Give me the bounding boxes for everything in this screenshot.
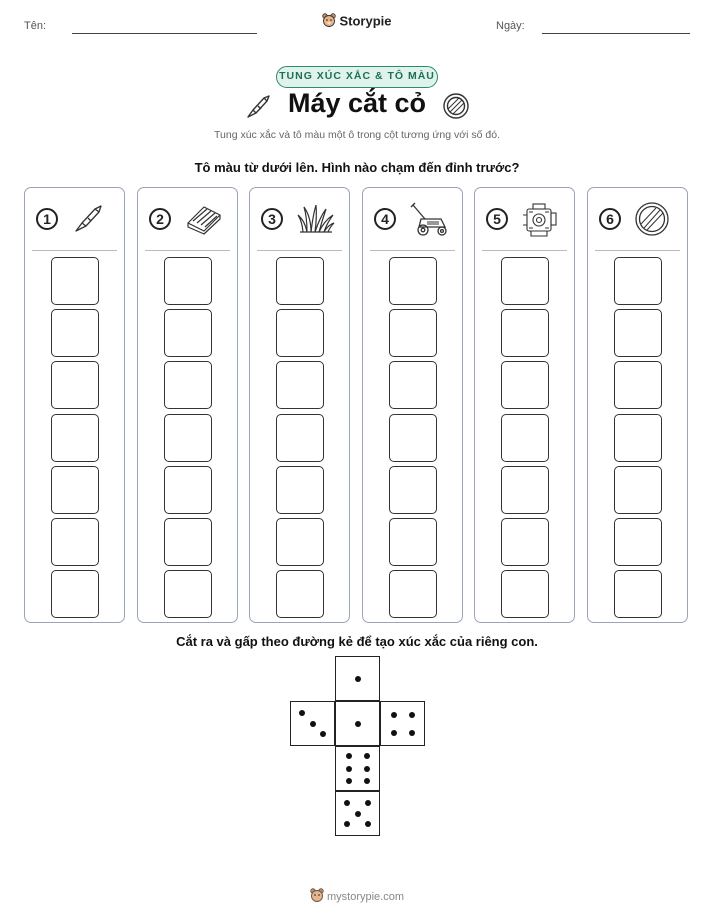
color-cell[interactable]	[614, 466, 662, 514]
color-cell[interactable]	[614, 570, 662, 618]
dice-pip	[299, 710, 305, 716]
color-cell[interactable]	[51, 570, 99, 618]
column-number: 6	[599, 208, 621, 230]
sandpaper-icon	[184, 201, 224, 240]
color-cell[interactable]	[501, 466, 549, 514]
column-divider	[32, 250, 117, 251]
dice-pip	[409, 712, 415, 718]
color-cell[interactable]	[276, 466, 324, 514]
dice-pip	[346, 766, 352, 772]
color-cell[interactable]	[389, 518, 437, 566]
color-cell[interactable]	[164, 361, 212, 409]
color-cell[interactable]	[51, 361, 99, 409]
dice-face-3	[290, 701, 335, 746]
dice-column-1	[24, 187, 125, 623]
dice-face-4	[380, 701, 425, 746]
color-cell[interactable]	[276, 518, 324, 566]
dice-pip	[409, 730, 415, 736]
column-divider	[145, 250, 230, 251]
page-title: Máy cắt cỏ	[287, 88, 427, 118]
column-divider	[257, 250, 342, 251]
color-cell[interactable]	[164, 570, 212, 618]
column-number: 1	[36, 208, 58, 230]
brand-name: Storypie	[339, 13, 392, 29]
dice-column-2	[137, 187, 238, 623]
dice-pip	[364, 766, 370, 772]
dice-column-6	[587, 187, 688, 623]
activity-badge: TUNG XÚC XẮC & TÔ MÀU	[276, 66, 438, 88]
name-line	[72, 33, 257, 34]
color-cell[interactable]	[276, 257, 324, 305]
name-label: Tên:	[24, 20, 47, 32]
color-cell[interactable]	[164, 309, 212, 357]
color-cell[interactable]	[389, 257, 437, 305]
dice-face-1	[335, 701, 380, 746]
color-cell[interactable]	[276, 361, 324, 409]
color-cell[interactable]	[389, 570, 437, 618]
color-cell[interactable]	[501, 361, 549, 409]
color-cell[interactable]	[501, 570, 549, 618]
engine-icon	[521, 201, 559, 244]
dice-face-1	[335, 656, 380, 701]
instruction: Tô màu từ dưới lên. Hình nào chạm đến đỉnh trước?	[194, 160, 520, 175]
dice-column-3	[249, 187, 350, 623]
dice-column-5	[474, 187, 575, 623]
dice-pip	[355, 811, 361, 817]
dice-pip	[346, 778, 352, 784]
dice-pip	[344, 800, 350, 806]
dice-instruction: Cắt ra và gấp theo đường kẻ để tạo xúc xắc của riêng con.	[176, 634, 538, 649]
footer-url: mystorypie.com	[326, 890, 405, 903]
dice-pip	[364, 778, 370, 784]
subtitle: Tung xúc xắc và tô màu một ô trong cột tương ứng với số đó.	[214, 129, 500, 141]
bear-logo-icon	[310, 888, 324, 906]
color-cell[interactable]	[614, 414, 662, 462]
dice-column-4	[362, 187, 463, 623]
wood-slice-icon	[442, 92, 470, 125]
lawn-mower-icon	[409, 201, 451, 242]
dice-pip	[320, 731, 326, 737]
dice-pip	[365, 800, 371, 806]
column-divider	[482, 250, 567, 251]
color-cell[interactable]	[389, 309, 437, 357]
bear-logo-icon	[322, 13, 336, 31]
dice-pip	[355, 721, 361, 727]
color-cell[interactable]	[51, 309, 99, 357]
color-cell[interactable]	[501, 309, 549, 357]
dice-pip	[391, 730, 397, 736]
column-number: 2	[149, 208, 171, 230]
dice-pip	[355, 676, 361, 682]
dice-face-5	[335, 791, 380, 836]
color-cell[interactable]	[614, 361, 662, 409]
color-cell[interactable]	[51, 466, 99, 514]
column-divider	[370, 250, 455, 251]
color-cell[interactable]	[276, 570, 324, 618]
color-cell[interactable]	[51, 518, 99, 566]
dice-pip	[391, 712, 397, 718]
grass-icon	[296, 201, 336, 240]
color-cell[interactable]	[501, 414, 549, 462]
color-cell[interactable]	[164, 257, 212, 305]
color-cell[interactable]	[389, 466, 437, 514]
color-cell[interactable]	[501, 518, 549, 566]
dice-face-6	[335, 746, 380, 791]
color-cell[interactable]	[389, 414, 437, 462]
wood-slice-icon	[634, 201, 670, 242]
date-label: Ngày:	[496, 20, 525, 32]
utility-knife-icon	[71, 201, 105, 240]
color-cell[interactable]	[614, 257, 662, 305]
column-number: 5	[486, 208, 508, 230]
color-cell[interactable]	[51, 257, 99, 305]
footer	[0, 888, 714, 906]
color-cell[interactable]	[164, 518, 212, 566]
column-number: 3	[261, 208, 283, 230]
dice-pip	[364, 753, 370, 759]
column-number: 4	[374, 208, 396, 230]
dice-pip	[344, 821, 350, 827]
color-cell[interactable]	[501, 257, 549, 305]
color-cell[interactable]	[614, 518, 662, 566]
dice-pip	[310, 721, 316, 727]
column-divider	[595, 250, 680, 251]
color-cell[interactable]	[164, 466, 212, 514]
color-cell[interactable]	[51, 414, 99, 462]
color-cell[interactable]	[164, 414, 212, 462]
color-cell[interactable]	[276, 414, 324, 462]
dice-pip	[365, 821, 371, 827]
color-cell[interactable]	[389, 361, 437, 409]
color-cell[interactable]	[614, 309, 662, 357]
date-line	[542, 33, 690, 34]
brand-logo	[0, 13, 714, 31]
dice-pip	[346, 753, 352, 759]
color-cell[interactable]	[276, 309, 324, 357]
